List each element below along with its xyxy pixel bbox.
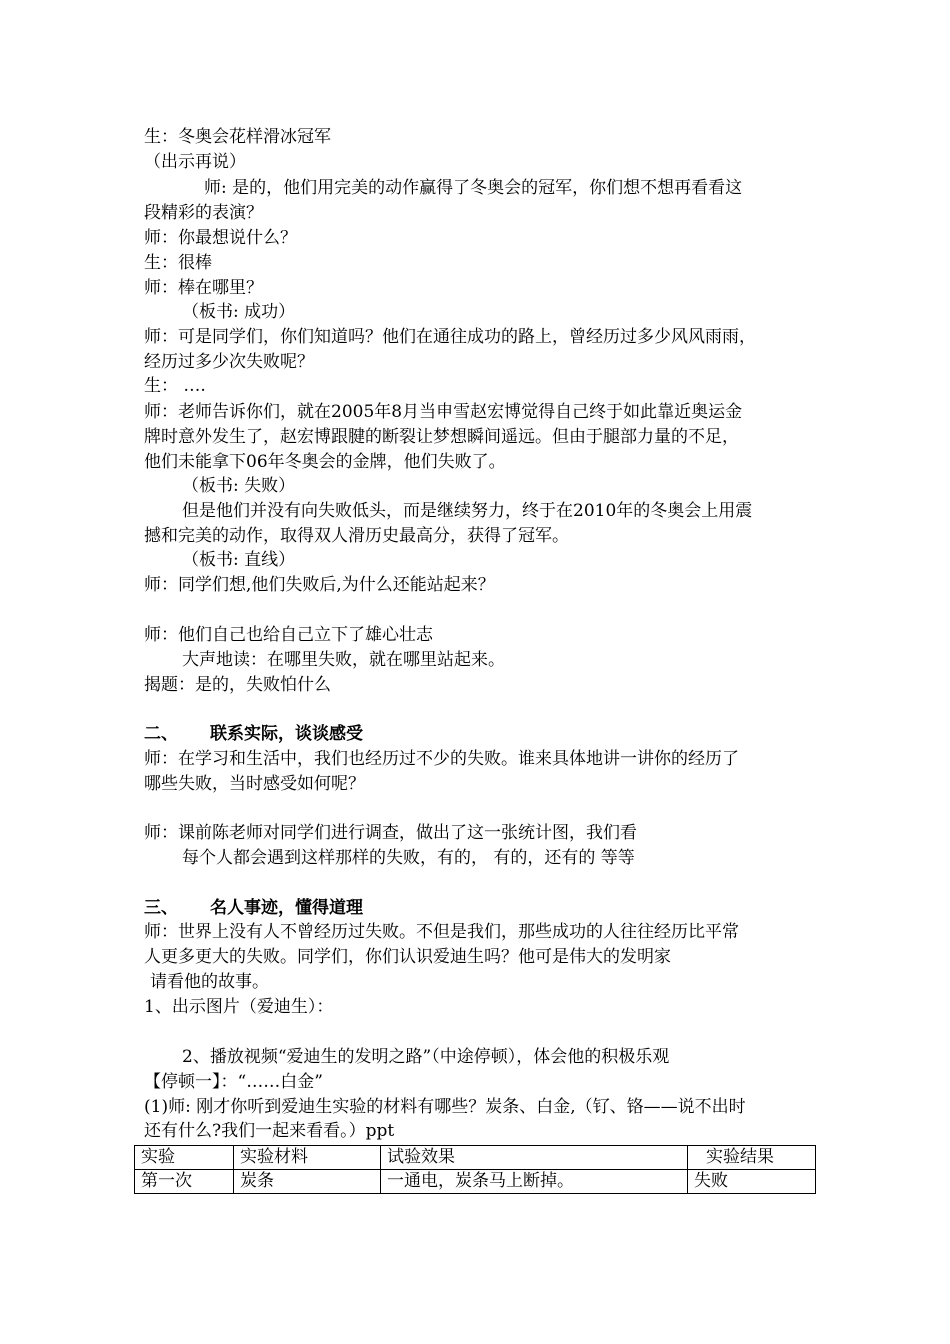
table-header-cell: 实验 (135, 1146, 234, 1170)
text-line: 但是他们并没有向失败低头，而是继续努力，终于在2010年的冬奥会上用震 (182, 501, 753, 521)
text-line: 哪些失败，当时感受如何呢？ (144, 774, 365, 794)
text-line: 人更多更大的失败。同学们，你们认识爱迪生吗？他可是伟大的发明家 (144, 947, 671, 967)
text-line: 他们未能拿下06年冬奥会的金牌，他们失败了。 (144, 452, 506, 472)
text-line: （出示再说） (144, 152, 246, 172)
table-header-row (135, 1146, 816, 1170)
text-line: 师：课前陈老师对同学们进行调查，做出了这一张统计图，我们看 (144, 823, 637, 843)
text-line: 师：世界上没有人不曾经历过失败。不但是我们，那些成功的人往往经历比平常 (144, 922, 739, 942)
section-title: 联系实际，谈谈感受 (210, 724, 363, 744)
section-title: 名人事迹，懂得道理 (210, 898, 363, 918)
text-line: 生：很棒 (144, 253, 212, 273)
text-line: 每个人都会遇到这样那样的失败，有的， 有的，还有的 等等 (182, 848, 635, 868)
text-line: 还有什么?我们一起来看看。）ppt (144, 1121, 395, 1141)
table-cell: 一通电，炭条马上断掉。 (381, 1170, 688, 1194)
table-header-cell: 实验材料 (234, 1146, 381, 1170)
board-note: （板书: 失败） (182, 476, 296, 496)
text-line: 请看他的故事。 (150, 972, 269, 992)
section-number: 三、 (144, 898, 178, 918)
text-line: 师：同学们想,他们失败后,为什么还能站起来？ (144, 575, 495, 595)
text-line: 师：在学习和生活中，我们也经历过不少的失败。谁来具体地讲一讲你的经历了 (144, 749, 739, 769)
text-line: 段精彩的表演？ (144, 203, 263, 223)
experiment-table (134, 1145, 816, 1194)
text-line: (1)师: 刚才你听到爱迪生实验的材料有哪些？炭条、白金,（钌、铬——说不出时 (144, 1097, 746, 1117)
table-cell: 失败 (688, 1170, 816, 1194)
board-note: （板书: 直线） (182, 550, 296, 570)
table-header-cell: 试验效果 (381, 1146, 688, 1170)
text-line: 经历过多少次失败呢？ (144, 352, 314, 372)
text-line: 师：你最想说什么？ (144, 228, 297, 248)
section-number: 二、 (144, 724, 178, 744)
text-line: 师：棒在哪里？ (144, 278, 263, 298)
text-line: 大声地读：在哪里失败，就在哪里站起来。 (182, 650, 505, 670)
table-cell: 炭条 (234, 1170, 381, 1194)
section-heading (144, 896, 363, 920)
text-line: 揭题：是的，失败怕什么 (144, 675, 331, 695)
text-line: 师：可是同学们，你们知道吗？他们在通往成功的路上，曾经历过多少风风雨雨， (144, 327, 756, 347)
text-line: 师: 是的，他们用完美的动作赢得了冬奥会的冠军，你们想不想再看看这 (204, 178, 743, 198)
text-line: 师：老师告诉你们，就在2005年8月当申雪赵宏博觉得自己终于如此靠近奥运金 (144, 402, 743, 422)
text-line: 牌时意外发生了，赵宏博跟腱的断裂让梦想瞬间遥远。但由于腿部力量的不足， (144, 427, 739, 447)
table-cell: 第一次 (135, 1170, 234, 1194)
table-row (135, 1170, 816, 1194)
text-line: 生：冬奥会花样滑冰冠军 (144, 127, 331, 147)
section-heading (144, 722, 363, 746)
text-line: 【停顿一】：“……白金” (144, 1072, 323, 1092)
text-line: 1、出示图片（爱迪生）： (144, 997, 334, 1017)
text-line: 2、播放视频“爱迪生的发明之路”（中途停顿），体会他的积极乐观 (182, 1047, 670, 1067)
text-line: 师：他们自己也给自己立下了雄心壮志 (144, 625, 433, 645)
board-note: （板书: 成功） (182, 302, 296, 322)
table-header-cell: 实验结果 (688, 1146, 816, 1170)
text-line: 撼和完美的动作，取得双人滑历史最高分，获得了冠军。 (144, 526, 569, 546)
text-line: 生： …. (144, 376, 206, 396)
